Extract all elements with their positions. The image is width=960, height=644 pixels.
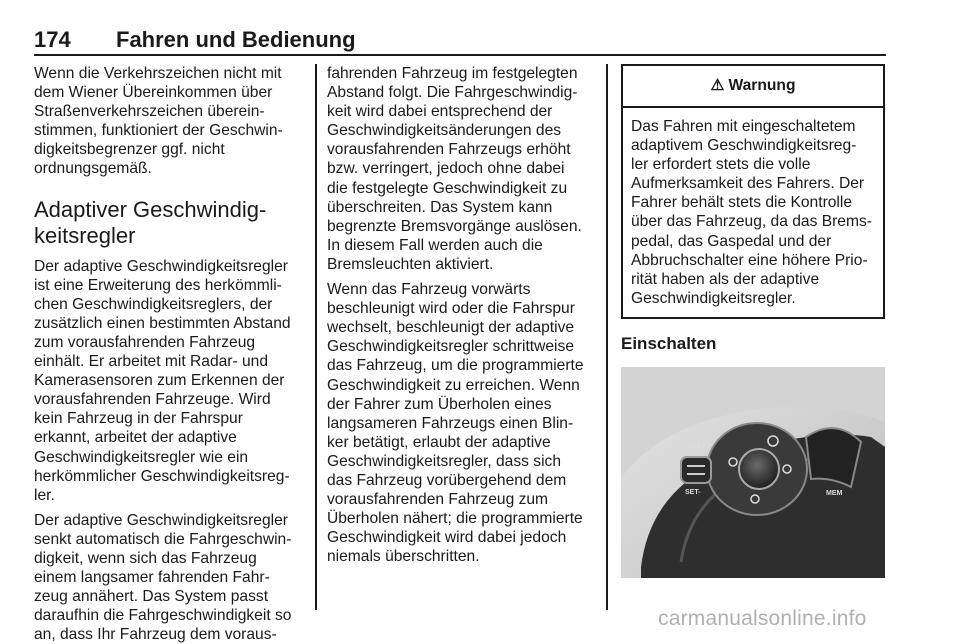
steering-wheel-controls-photo (621, 367, 885, 578)
warning-icon: ⚠ (710, 77, 725, 95)
intro-paragraph: Wenn die Verkehrszeichen nicht mit dem Wiener Übereinkommen über Straßenverkehrszeichen überein- stimmen, funktioniert der Geschwin- digkeitsbegrenzer ggf. nicht ordnungsgemäß. (34, 65, 283, 178)
acc-behavior-paragraph: Der adaptive Geschwindigkeitsregler senkt automatisch die Fahrgeschwin- digkeit, wenn sich das Fahrzeug einem langsamer fahrenden Fahr- zeug annähert. Das System passt daraufhin die Fahrgeschwindigkeit so an, dass Ihr Fahrzeug dem voraus- (34, 511, 292, 644)
subsection-heading: Einschalten (621, 333, 717, 353)
header-rule (34, 54, 886, 56)
right-column (621, 64, 885, 578)
warning-text: Das Fahren mit eingeschaltetem adaptivem Geschwindigkeitsreg- ler erfordert stets die volle Aufmerksamkeit des Fahrers. Der Fahrer behält stets die Kontrolle über das Fahrzeug, da das Brems- pedal, das Gaspedal und der Abbruchschalter eine höhere Prio- rität haben als der adaptive Geschwindigkeitsregler. (631, 118, 872, 307)
steering-wheel-illustration (621, 367, 885, 578)
page-header-title: Fahren und Bedienung (116, 27, 356, 52)
page-number: 174 (34, 27, 71, 52)
set-minus-label: SET- (685, 489, 701, 497)
column-divider (606, 64, 608, 610)
section-heading: Adaptiver Geschwindig- keitsregler (34, 196, 267, 248)
mem-label: MEM (826, 490, 843, 498)
acc-description-paragraph: Der adaptive Geschwindigkeitsregler ist eine Erweiterung des herkömmli- chen Geschwindigkeitsreglers, der zusätzlich einen bestimmten Abstand zum vorausfahrenden Fahrzeug einhält. Er arbeitet mit Radar- und Kamerasensoren zum Erkennen der vorausfahrenden Fahrzeuge. Wird kein Fahrzeug in der Fahrspur erkannt, arbeitet der adaptive Geschwindigkeitsregler wie ein herkömmlicher Geschwindigkeitsreg- ler. (34, 257, 291, 504)
column-divider (315, 64, 317, 610)
acceleration-paragraph: Wenn das Fahrzeug vorwärts beschleunigt wird oder die Fahrspur wechselt, beschleunigt der adaptive Geschwindigkeitsregler schrittweise das Fahrzeug, um die programmierte Geschwindigkeit zu erreichen. Wenn der Fahrer zum Überholen eines langsameren Fahrzeugs einen Blin- ker betätigt, erlaubt der adaptive Geschwindigkeitsregler, dass sich das Fahrzeug vorübergehend dem vorausfahrenden Fahrzeug zum Überholen nähert; die programmierte Geschwindigkeit wird dabei jedoch niemals überschritten. (327, 281, 584, 566)
middle-column (327, 64, 589, 566)
warning-header (623, 66, 883, 108)
warning-title: Warnung (728, 77, 796, 95)
following-paragraph: fahrenden Fahrzeug im festgelegten Abstand folgt. Die Fahrgeschwindig- keit wird dabei entsprechend der Geschwindigkeitsänderungen des vorausfahrenden Fahrzeugs erhöht bzw. verringert, jedoch ohne dabei die festgelegte Geschwindigkeit zu überschreiten. Das System kann begrenzte Bremsvorgänge auslösen. In diesem Fall werden auch die Bremsleuchten aktiviert. (327, 65, 582, 273)
watermark: carmanualsonline.info (658, 607, 867, 630)
warning-box (621, 64, 885, 319)
res-plus-label: RES+ (687, 443, 706, 451)
left-column (34, 64, 302, 644)
